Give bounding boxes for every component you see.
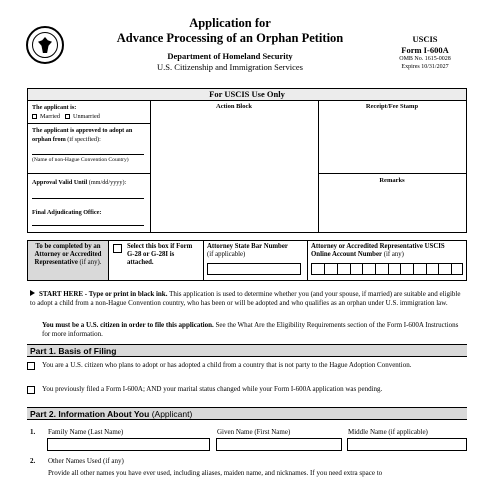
action-block-label: Action Block: [216, 103, 252, 110]
uscis-use-only-box: [27, 88, 467, 233]
part1-option2-label: You previously filed a Form I-600A; AND your marital status changed while your Form I-600A application was pending.: [42, 385, 383, 393]
uscis-use-title: For USCIS Use Only: [28, 89, 466, 101]
dhs-seal-logo: [26, 26, 64, 64]
country-hint: (Name of non-Hague Convention Country): [32, 157, 129, 163]
attorney-section: [27, 240, 467, 281]
approval-date-line[interactable]: [32, 198, 144, 199]
form-number: Form I-600A: [401, 45, 449, 55]
bar-number-input[interactable]: [207, 263, 301, 275]
digit-divider: [362, 264, 363, 274]
part1-header: Part 1. Basis of Filing: [27, 344, 467, 357]
online-account-input[interactable]: [311, 263, 463, 275]
remarks-divider: [318, 173, 466, 174]
digit-divider: [375, 264, 376, 274]
approval-valid-label: Approval Valid Until (mm/dd/yyyy):: [32, 179, 127, 186]
divider: [28, 173, 150, 174]
digit-divider: [426, 264, 427, 274]
g28-attached-checkbox[interactable]: [113, 244, 122, 253]
digit-divider: [324, 264, 325, 274]
g28-select-cell: [109, 241, 204, 280]
digit-divider: [350, 264, 351, 274]
eagle-icon: [38, 37, 52, 53]
bar-number-label: Attorney State Bar Number (if applicable): [207, 243, 288, 258]
part1-option1-label: You are a U.S. citizen who plans to adopt or has adopted a child from a country that is not party to the Hague Adoption Convention.: [42, 361, 412, 369]
online-account-label: Attorney or Accredited Representative USCIS Online Account Number (if any): [311, 243, 445, 258]
digit-divider: [388, 264, 389, 274]
part1-option1-checkbox[interactable]: [27, 362, 35, 370]
department-name: Department of Homeland Security: [167, 51, 293, 61]
digit-divider: [438, 264, 439, 274]
given-name-input[interactable]: [216, 438, 342, 451]
part1-option2-checkbox[interactable]: [27, 386, 35, 394]
receipt-stamp-label: Receipt/Fee Stamp: [365, 103, 419, 110]
arrow-right-icon: [30, 290, 35, 296]
other-names-description: Provide all other names you have ever used, including aliases, maiden name, and nicknames. If you need extra space to: [48, 469, 383, 477]
attorney-completed-by: To be completed by an Attorney or Accredited Representative (if any).: [28, 241, 109, 280]
agency-name: U.S. Citizenship and Immigration Services: [157, 62, 303, 72]
start-here-instructions: START HERE - Type or print in black ink. This application is used to determine whether you (and your spouse, if married) are suitable and eligible to adopt a child from a non-Hague Convention country, who has been or will be adopted and who qualifies as an orphan under U.S. immigration law.: [30, 290, 461, 308]
country-entry-line[interactable]: [32, 154, 144, 155]
approved-label-line1: The applicant is approved to adopt an: [32, 127, 133, 134]
final-office-line[interactable]: [32, 225, 144, 226]
checkbox[interactable]: [32, 114, 37, 119]
form-title-line1: Application for: [189, 16, 271, 30]
other-names-label: Other Names Used (if any): [48, 457, 124, 465]
family-name-input[interactable]: [47, 438, 210, 451]
approved-label-line2: orphan from (if specified):: [32, 136, 101, 143]
column-divider: [318, 101, 319, 232]
divider: [28, 123, 150, 124]
bar-number-cell: [204, 241, 308, 280]
expiration-date: Expires 10/31/2027: [401, 64, 449, 70]
g28-select-label: Select this box if Form G-28 or G-28I is attached.: [127, 243, 193, 266]
digit-divider: [451, 264, 452, 274]
remarks-label: Remarks: [379, 177, 405, 184]
citizen-requirement: You must be a U.S. citizen in order to file this application. See the What Are the Eligibility Requirements section of the Form I-600A Instructions for more information.: [42, 321, 459, 339]
column-divider: [150, 101, 151, 232]
middle-name-input[interactable]: [347, 438, 467, 451]
omb-number: OMB No. 1615-0028: [399, 56, 451, 62]
part2-header: Part 2. Information About You (Applicant): [27, 407, 467, 420]
middle-name-label: Middle Name (if applicable): [348, 428, 428, 436]
family-name-label: Family Name (Last Name): [48, 428, 124, 436]
form-title-line2: Advance Processing of an Orphan Petition: [116, 31, 344, 45]
unmarried-option[interactable]: Unmarried: [65, 113, 100, 120]
digit-divider: [400, 264, 401, 274]
digit-divider: [413, 264, 414, 274]
digit-divider: [337, 264, 338, 274]
question-2-number: 2.: [30, 457, 36, 465]
given-name-label: Given Name (First Name): [217, 428, 291, 436]
form-agency: USCIS: [412, 34, 438, 44]
applicant-is-label: The applicant is:: [32, 104, 77, 111]
checkbox[interactable]: [65, 114, 70, 119]
question-1-number: 1.: [30, 428, 36, 436]
online-account-cell: [308, 241, 466, 280]
married-option[interactable]: Married: [32, 113, 60, 120]
final-office-label: Final Adjudicating Office:: [32, 209, 102, 216]
